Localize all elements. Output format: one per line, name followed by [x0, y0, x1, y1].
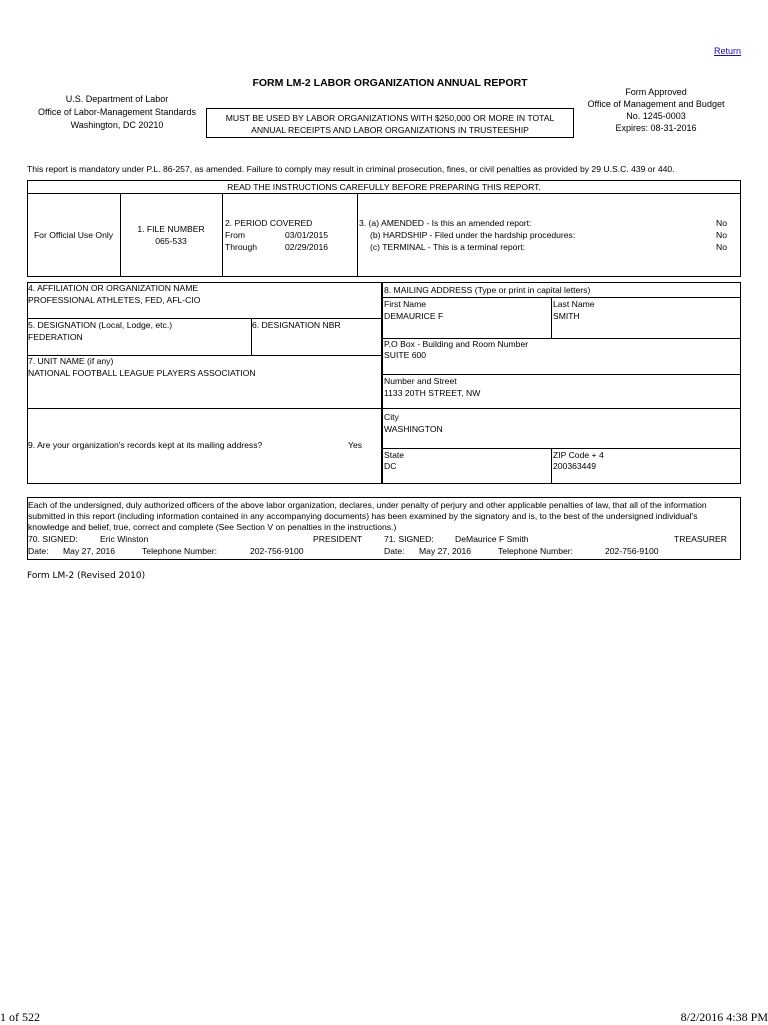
signer1-date-label: Date:: [28, 546, 49, 556]
terminal-label: (c) TERMINAL - This is a terminal report:: [370, 242, 526, 252]
print-timestamp: 8/2/2016 4:38 PM: [680, 1010, 768, 1024]
divider: [27, 318, 382, 319]
zip-value: 200363449: [553, 461, 597, 471]
amended-label: 3. (a) AMENDED - Is this an amended report:: [359, 218, 532, 228]
designation-nbr-label: 6. DESIGNATION NBR: [252, 320, 341, 330]
mandatory-notice: This report is mandatory under P.L. 86-257, as amended. Failure to comply may result in criminal prosecution, fines, or civil penalties as provided by 29 U.S.C. 439 or 440.: [27, 164, 675, 174]
signer2-phone-label: Telephone Number:: [498, 546, 574, 556]
divider: [382, 408, 741, 409]
po-box-label: P.O Box - Building and Room Number: [384, 339, 529, 349]
affiliation-label: 4. AFFILIATION OR ORGANIZATION NAME: [28, 283, 199, 293]
banner-line: ANNUAL RECEIPTS AND LABOR ORGANIZATIONS IN TRUSTEESHIP: [251, 125, 529, 135]
period-through-label: Through: [225, 242, 258, 252]
signer2-label: 71. SIGNED:: [384, 534, 434, 544]
form-revision: Form LM-2 (Revised 2010): [27, 571, 146, 581]
divider: [222, 193, 223, 277]
file-number-label: 1. FILE NUMBER: [137, 224, 205, 234]
omb-approval-block: [571, 86, 741, 134]
terminal-value: No: [716, 242, 727, 252]
signer2-name: DeMaurice F Smith: [455, 534, 529, 544]
affiliation-value: PROFESSIONAL ATHLETES, FED, AFL-CIO: [28, 295, 201, 305]
city-value: WASHINGTON: [384, 424, 443, 434]
agency-line: U.S. Department of Labor: [65, 94, 169, 104]
page-count: 1 of 522: [0, 1010, 40, 1024]
period-covered-label: 2. PERIOD COVERED: [225, 218, 313, 228]
approval-line: Expires: 08-31-2016: [615, 123, 697, 133]
requirement-banner: [206, 108, 574, 138]
signer1-phone: 202-756-9100: [250, 546, 304, 556]
unit-name-label: 7. UNIT NAME (if any): [28, 356, 114, 366]
instructions-heading: READ THE INSTRUCTIONS CAREFULLY BEFORE PREPARING THIS REPORT.: [227, 182, 541, 192]
mailing-address-label: 8. MAILING ADDRESS (Type or print in capital letters): [384, 285, 591, 295]
approval-line: Form Approved: [625, 87, 687, 97]
city-label: City: [384, 412, 399, 422]
file-number-value: 065-533: [155, 236, 187, 246]
zip-label: ZIP Code + 4: [553, 450, 604, 460]
divider: [120, 193, 121, 277]
divider: [551, 297, 552, 338]
signer1-name: Eric Winston: [100, 534, 149, 544]
divider: [551, 448, 552, 484]
divider: [27, 193, 741, 194]
state-value: DC: [384, 461, 397, 471]
approval-line: Office of Management and Budget: [587, 99, 725, 109]
signer2-title: TREASURER: [673, 534, 727, 544]
signer1-date: May 27, 2016: [63, 546, 116, 556]
form-title: FORM LM-2 LABOR ORGANIZATION ANNUAL REPORT: [252, 77, 528, 89]
divider: [27, 408, 382, 409]
amended-value: No: [716, 218, 727, 228]
signer1-title: PRESIDENT: [313, 534, 363, 544]
agency-line: Washington, DC 20210: [70, 120, 164, 130]
street-label: Number and Street: [384, 376, 457, 386]
divider: [382, 297, 741, 298]
signer2-phone: 202-756-9100: [605, 546, 659, 556]
agency-line: Office of Labor-Management Standards: [38, 107, 196, 117]
signer1-phone-label: Telephone Number:: [142, 546, 218, 556]
state-label: State: [384, 450, 405, 460]
last-name-value: SMITH: [553, 311, 580, 321]
hardship-label: (b) HARDSHIP - Filed under the hardship procedures:: [370, 230, 576, 240]
po-box-value: SUITE 600: [384, 350, 427, 360]
period-through-value: 02/29/2016: [285, 242, 329, 252]
divider: [357, 193, 358, 277]
street-value: 1133 20TH STREET, NW: [384, 388, 481, 398]
records-answer: Yes: [348, 440, 363, 450]
signer1-label: 70. SIGNED:: [28, 534, 78, 544]
return-link[interactable]: Return: [713, 46, 741, 56]
last-name-label: Last Name: [553, 299, 595, 309]
records-question: 9. Are your organization's records kept at its mailing address?: [28, 440, 263, 450]
agency-block: [22, 93, 212, 132]
first-name-label: First Name: [384, 299, 427, 309]
hardship-value: No: [716, 230, 727, 240]
first-name-value: DEMAURICE F: [384, 311, 444, 321]
organization-box: [27, 282, 382, 484]
divider: [382, 374, 741, 375]
signer2-date-label: Date:: [384, 546, 405, 556]
period-from-label: From: [225, 230, 246, 240]
official-use-label: For Official Use Only: [33, 230, 114, 240]
designation-label: 5. DESIGNATION (Local, Lodge, etc.): [28, 320, 173, 330]
certification-text: Each of the undersigned, duly authorized officers of the above labor organization, declares, under penalty of perjury and other applicable penalties of law, that all of the information submitted in this report (including information contained in any accompanying documents) has been examined by the signatory and is, to the best of the undersigned individual's knowledge and belief, true, correct and complete (See Section V on penalties in the instructions.): [28, 500, 707, 532]
unit-name-value: NATIONAL FOOTBALL LEAGUE PLAYERS ASSOCIATION: [28, 368, 256, 378]
signer2-date: May 27, 2016: [419, 546, 472, 556]
divider: [382, 448, 741, 449]
period-from-value: 03/01/2015: [285, 230, 329, 240]
designation-value: FEDERATION: [28, 332, 83, 342]
banner-line: MUST BE USED BY LABOR ORGANIZATIONS WITH $250,000 OR MORE IN TOTAL: [225, 113, 555, 123]
approval-line: No. 1245-0003: [626, 111, 686, 121]
